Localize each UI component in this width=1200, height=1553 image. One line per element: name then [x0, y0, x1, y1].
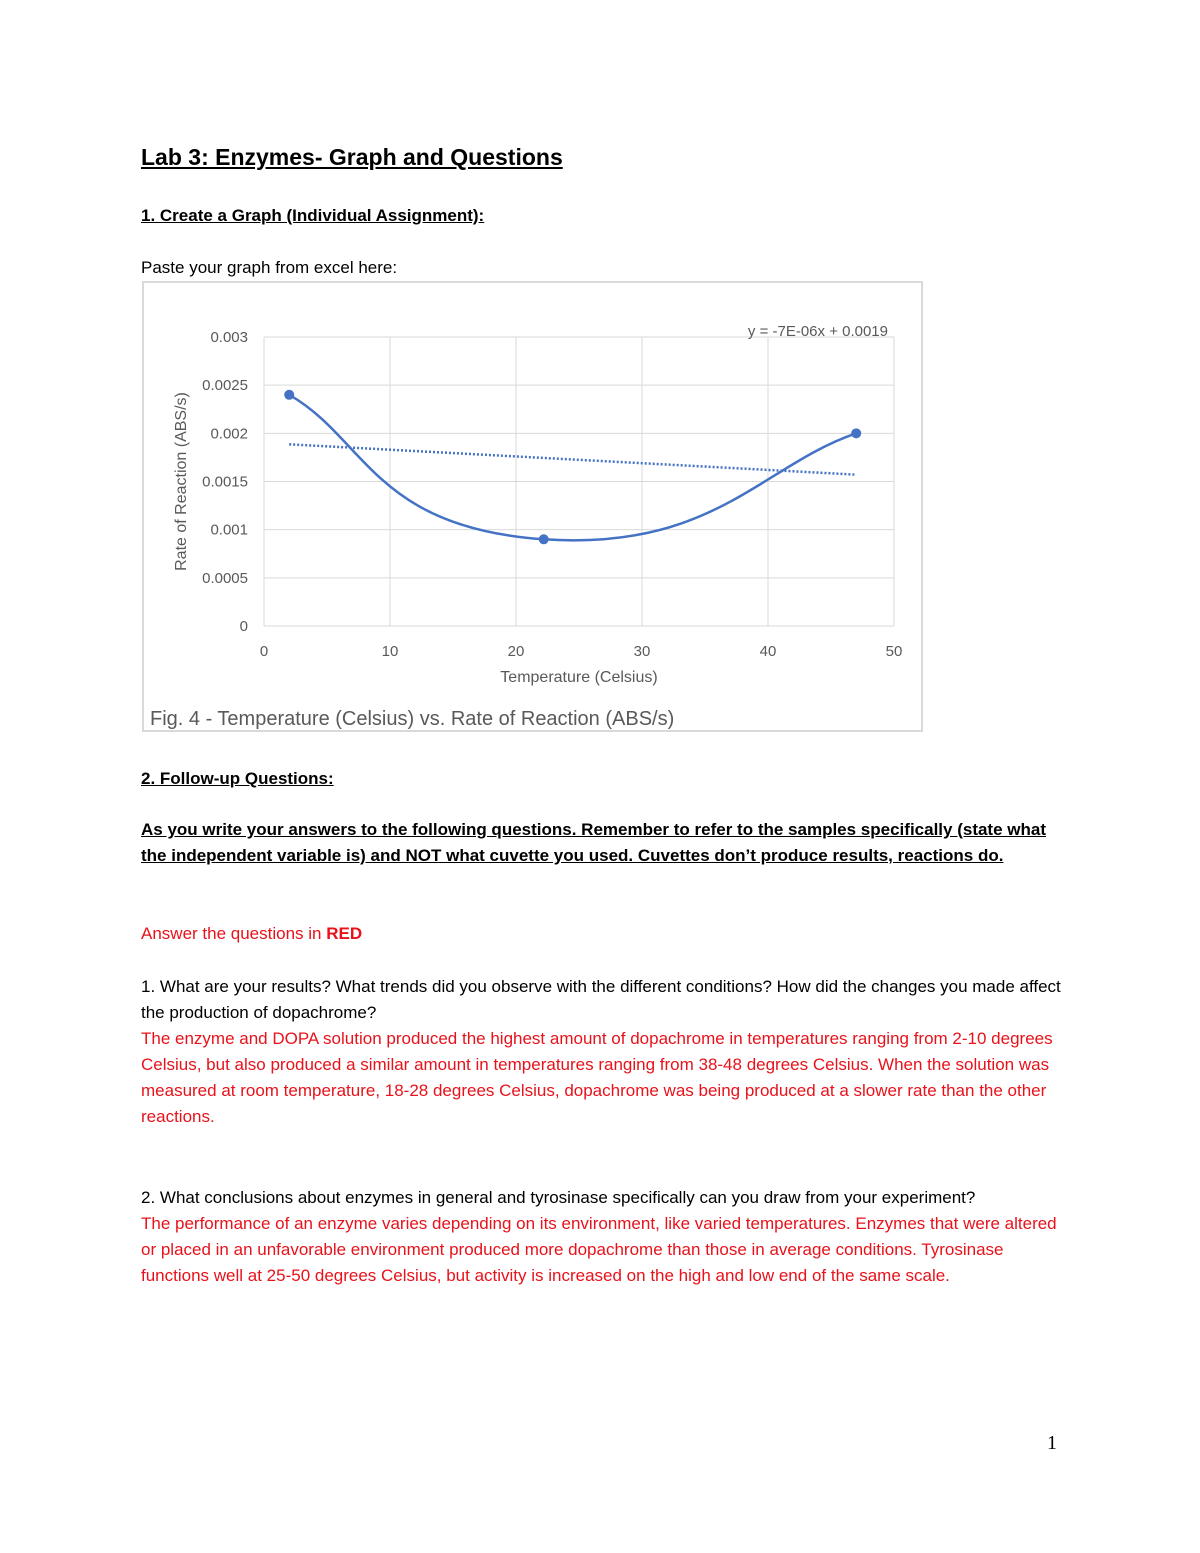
y-axis-label: Rate of Reaction (ABS/s) [173, 392, 190, 571]
page-title: Lab 3: Enzymes- Graph and Questions [141, 144, 563, 170]
answer-prompt-red: RED [326, 924, 363, 943]
series-line [289, 395, 856, 541]
chart-svg [144, 283, 925, 734]
x-tick-label: 30 [633, 643, 651, 660]
question-2-text: 2. What conclusions about enzymes in general and tyrosinase specifically can you draw from your experiment? [141, 1188, 976, 1207]
page-number: 1 [1047, 1432, 1057, 1454]
chart-container [142, 281, 923, 732]
x-tick-label: 20 [507, 643, 525, 660]
answer-1-text: The enzyme and DOPA solution produced the highest amount of dopachrome in temperatures ranging from 2-10 degrees Celsius, but also produced a similar amount in temperatures ranging from 38-48 degrees Celsius. When the solution was measured at room temperature, 18-28 degrees Celsius, dopachrome was being produced at a slower rate than the other reactions. [141, 1029, 1053, 1126]
y-tick-label: 0.0025 [202, 377, 248, 395]
y-tick-label: 0.001 [210, 521, 248, 539]
data-point [851, 428, 861, 438]
trendline [289, 444, 856, 474]
question-block-2 [141, 1185, 1066, 1289]
instructions-text: As you write your answers to the following questions. Remember to refer to the samples specifically (state what the independent variable is) and NOT what cuvette you used. Cuvettes don’t produce results, reactions do. [141, 820, 1046, 865]
y-tick-label: 0.003 [210, 329, 248, 346]
x-tick-label: 40 [759, 643, 777, 660]
x-tick-label: 0 [259, 643, 269, 660]
y-tick-label: 0.0015 [202, 473, 248, 491]
data-point [539, 534, 549, 544]
trendline-equation: y = -7E-06x + 0.0019 [747, 323, 888, 340]
data-point [284, 390, 294, 400]
chart-title: Fig. 4 - Temperature (Celsius) vs. Rate of Reaction (ABS/s) [150, 708, 675, 730]
x-axis-label: Temperature (Celsius) [500, 669, 658, 686]
graph-prompt: Paste your graph from excel here: [141, 258, 398, 277]
x-tick-label: 10 [381, 643, 399, 660]
y-tick-label: 0 [239, 618, 248, 635]
y-tick-label: 0.0005 [202, 569, 248, 587]
answer-prompt-text: Answer the questions in [141, 924, 327, 943]
question-block-1 [141, 974, 1061, 1130]
question-1-text: 1. What are your results? What trends did you observe with the different conditions? How did the changes you made affect the production of dopachrome? [141, 977, 1061, 1022]
section2-heading: 2. Follow-up Questions: [141, 769, 334, 788]
answer-prompt [141, 921, 362, 947]
y-tick-label: 0.002 [210, 425, 248, 443]
section1-heading: 1. Create a Graph (Individual Assignment): [141, 206, 485, 225]
answer-2-text: The performance of an enzyme varies depending on its environment, like varied temperatures. Enzymes that were altered or placed in an unfavorable environment produced more dopachrome than those in average conditions. Tyrosinase functions well at 25-50 degrees Celsius, but activity is increased on the high and low end of the same scale. [141, 1214, 1057, 1285]
x-tick-label: 50 [885, 643, 903, 660]
